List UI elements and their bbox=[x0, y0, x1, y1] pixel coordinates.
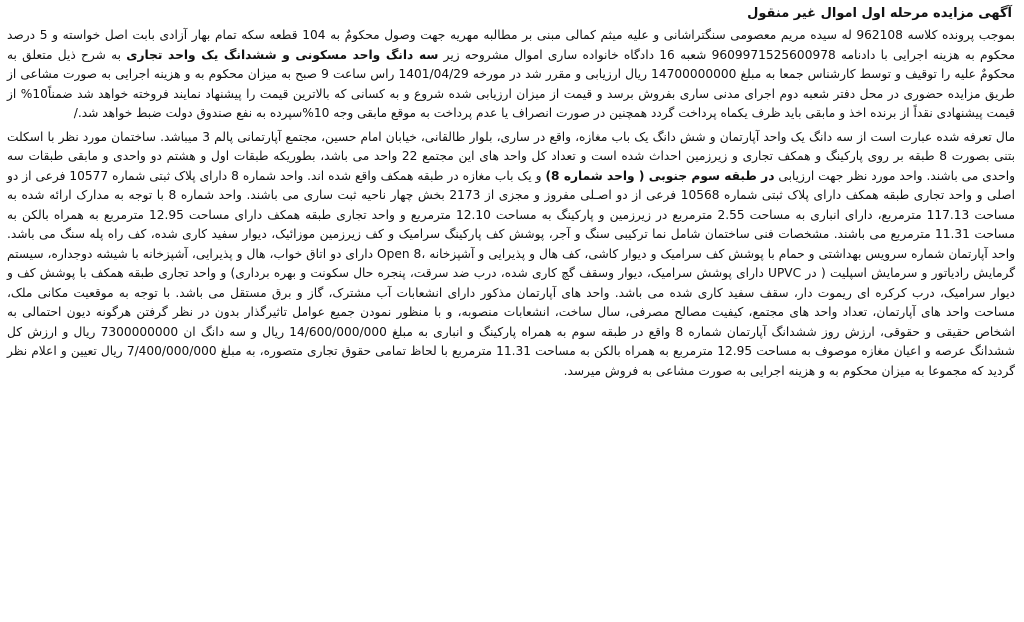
case-details-text: بموجب پرونده کلاسه 962108 له سیده مریم معصومی سنگتراشانی و علیه میثم کمالی مبنی بر مطالبه مهریه جهت وصول محکومٌ به 104 قطعه سکه تمام بهار آزادی بابت اصل خواسته و 5 درصد محکوم به هزینه اجرایی با دادنامه 9609971525600978 شعبه 16 دادگاه خانواده ساری اموال مشروحه زیر bbox=[7, 28, 1016, 62]
property-summary-bold: سه دانگ واحد مسکونی و ششدانگ یک واحد تجاری bbox=[126, 47, 439, 62]
notice-paragraph-case-details bbox=[4, 26, 1018, 124]
notice-title: آگهی مزایده مرحله اول اموال غیر منقول bbox=[747, 6, 1012, 21]
property-specs-text: و یک باب مغازه در طبقه همکف واقع شده اند. واحد شماره 8 دارای پلاک ثبتی شماره 10577 فرعی از دو اصلی و واحد تجاری طبقه همکف دارای پلاک ثبتی شماره 10568 فرعی از دو اصـلی مفروز و مجزی از 2173 بخش چهار ناحیه ثبت ساری می باشند. واحد شماره 8 با توجه به مدارک ارائه شده به مساحت 117.13 مترمربع، دارای انباری به مساحت 2.55 مترمربع در زیرزمین و پارکینگ به مساحت 12.10 مترمربع و واحد تجاری طبقه همکف دارای مساحت 12.95 مترمربع به همراه بالکن به مساحت 11.31 مترمربع می باشند. مشخصات فنی ساختمان شامل نما ترکیبی سنگ و آجر، پوشش کف پارکینگ سرامیک و کف زیرزمین موزائیک، دیوار سفید کاری شده، کف راه پله سنگ می باشد. واحد آپارتمان شماره سرویس بهداشتی و حمام با پوشش کف سرامیک و دیوار کاشی، کف هال و پذیرایی و آشپزخانه ،Open 8 دارای دو اتاق خواب، هال و پذیرایی، آشپزخانه با شیشه دوجداره، سیستم گرمایش رادیاتور و سرمایش اسپلیت ( در UPVC دارای پوشش سرامیک، دیوار وسقف گچ کاری شده، درب ضد سرقت، پنجره حال سکونت و بهره برداری) و واحد تجاری طبقه همکف با پوشش کف و دیوار سرامیک، درب کرکره ای ریموت دار، سقف سفید کاری شده می باشد. واحد های آپارتمان مذکور دارای انشعابات آب مشترک، گاز و برق مستقل می باشد. با توجه به موقعیت مکانی ملک، مساحت واحد های آپارتمان، تعداد واحد های مجتمع، کیفیت مصالح مصرفی، سال ساخت، انشعابات منصوبه، و با منظور نمودن جمیع عوامل تاثیرگذار بدون در نظر گرفتن هرگونه دیون احتمالی به اشخاص حقیقی و حقوقی، ارزش روز ششدانگ آپارتمان شماره 8 واقع در طبقه سوم به همراه پارکینگ و انباری به مبلغ 14/600/000/000 ریال و سه دانگ ان 7300000000 ریال و ارزش کل ششدانگ عرصه و اعیان مغازه موصوف به مساحت 12.95 مترمربع به همراه بالکن به مساحت 11.31 مترمربع با لحاظ تمامی حقوق تجاری متصوره، به مبلغ 7/400/000/000 ریال تعیین و اعلام نظر گردید که مجموعا به میزان محکوم به و هزینه اجرایی به صورت مشاعی به فروش میرسد. bbox=[7, 168, 1016, 378]
property-description-text: مال تعرفه شده عبارت است از سه دانگ یک واحد آپارتمان و شش دانگ یک باب مغازه، واقع در ساری، بلوار طالقانی، خیابان امام حسین، مجتمع آپارتمانی پالم 3 میباشد. ساختمان مورد نظر با اسکلت بتنی بصورت 8 طبقه بر روی پارکینگ و همکف تجاری و زیرزمین احداث شده است و تعداد کل واحد های این مجتمع 22 واحد می باشد، بطوریکه طبقات اول و هشتم دو واحدی و مابقی طبقات سه واحدی می باشند. واحد مورد نظر جهت ارزیابی bbox=[7, 129, 1016, 183]
auction-terms-text: به شرح ذیل متعلق به محکومٌ علیه را توقیف و توسط کارشناس جمعا به مبلغ 14700000000 ریال ارزیابی و مقرر شد در مورخه 1401/04/29 راس ساعت 9 صبح به میزان محکوم به و هزینه اجرایی به صورت مشاعی از طریق مزایده حضوری در محل دفتر شعبه دوم اجرای مدنی ساری بفروش برسد و قیمت از میزان ارزیابی شده شروع و به کسانی که بالاترین قیمت را پیشنهاد نمایند فروخته خواهد شد ضمناً10% از قیمت پیشنهادی نقداً از برنده اخذ و مابقی باید ظرف یکماه پرداخت گردد همچنین در صورت انصراف یا عدم پرداخت به موقع مابقی وجه 10%سپرده به نفع صندوق دولت ضبط خواهد شد./ bbox=[7, 47, 1015, 120]
notice-paragraph-property-description bbox=[4, 128, 1018, 382]
unit-location-bold: در طبقه سوم جنوبی ( واحد شماره 8) bbox=[545, 168, 775, 183]
auction-notice bbox=[4, 2, 1018, 618]
